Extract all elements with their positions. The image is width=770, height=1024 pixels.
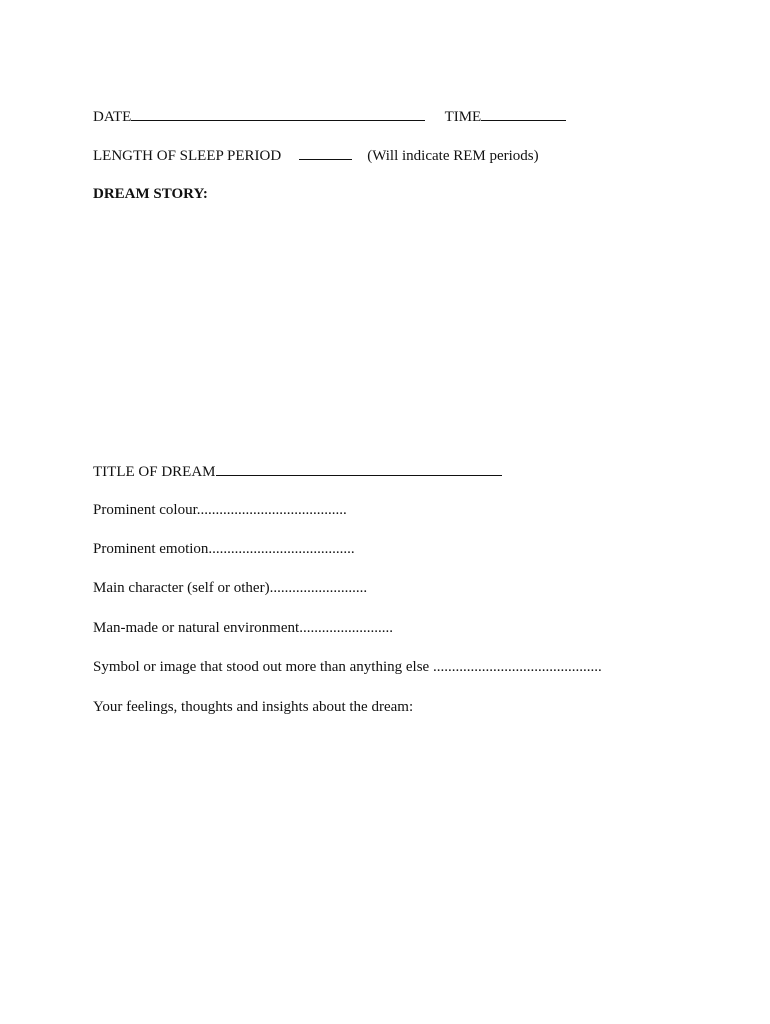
environment-label: Man-made or natural environment — [93, 620, 300, 636]
colour-label: Prominent colour — [93, 502, 197, 518]
date-time-row — [93, 107, 566, 126]
dream-story-heading: DREAM STORY: — [93, 186, 208, 202]
symbol-label: Symbol or image that stood out more than anything else — [93, 659, 433, 675]
environment-dots[interactable]: ......................... — [299, 620, 393, 636]
title-field[interactable] — [216, 462, 502, 476]
environment-row — [93, 619, 393, 637]
colour-row — [93, 501, 347, 519]
symbol-row — [93, 658, 602, 676]
sleep-period-field[interactable] — [299, 146, 352, 160]
date-field[interactable] — [131, 107, 425, 121]
date-label: DATE — [93, 109, 132, 125]
title-row — [93, 462, 502, 481]
title-label: TITLE OF DREAM — [93, 464, 216, 480]
emotion-dots[interactable]: ....................................... — [208, 541, 355, 557]
colour-dots[interactable]: ........................................ — [196, 502, 347, 518]
time-field[interactable] — [481, 107, 566, 121]
dream-story-area[interactable] — [93, 210, 673, 450]
time-label: TIME — [444, 109, 482, 125]
feelings-area[interactable] — [93, 725, 673, 985]
character-label: Main character (self or other) — [93, 580, 270, 596]
sleep-period-row — [93, 146, 539, 165]
character-row — [93, 579, 367, 597]
symbol-dots[interactable]: ............................................. — [432, 659, 602, 675]
sleep-period-label: LENGTH OF SLEEP PERIOD — [93, 148, 282, 164]
feelings-heading: Your feelings, thoughts and insights about the dream: — [93, 699, 414, 715]
emotion-row — [93, 540, 355, 558]
character-dots[interactable]: .......................... — [269, 580, 368, 596]
rem-note: (Will indicate REM periods) — [367, 148, 539, 164]
emotion-label: Prominent emotion — [93, 541, 209, 557]
